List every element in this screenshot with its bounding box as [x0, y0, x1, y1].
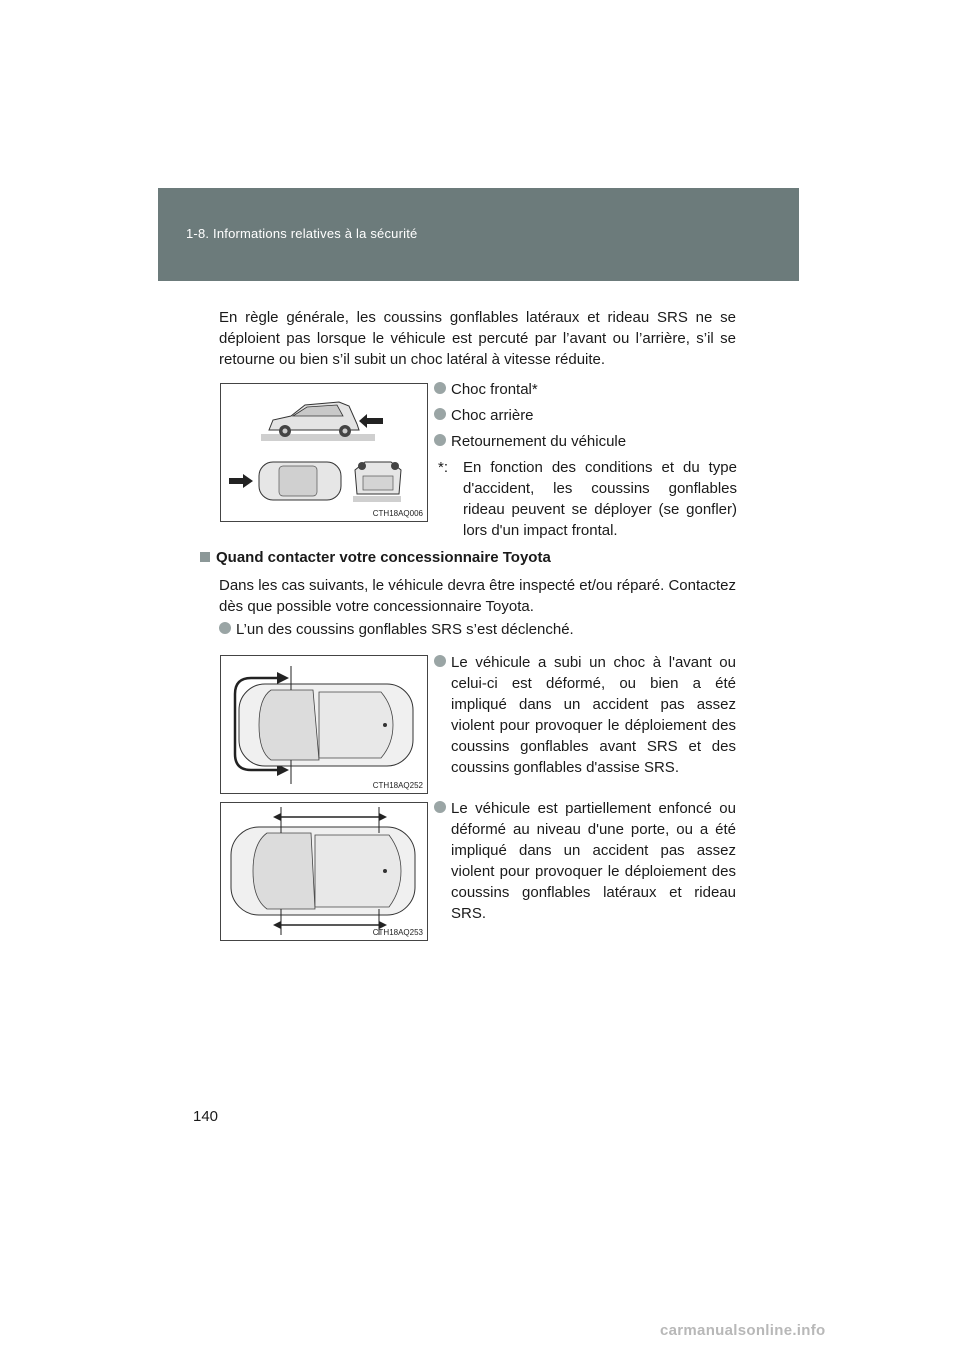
list-item-airbag-deployed: L’un des coussins gonflables SRS s’est déclenché.	[219, 619, 736, 640]
footnote-text: En fonction des conditions et du type d'accident, les coussins gonflables rideau peuvent se déployer (se gonfler) lors d'un impact frontal.	[463, 459, 737, 539]
bullet-icon	[434, 434, 446, 446]
bullet-icon	[434, 382, 446, 394]
watermark: carmanualsonline.info	[660, 1322, 826, 1339]
list-item-front-deformation: Le véhicule a subi un choc à l'avant ou celui-ci est déformé, ou bien a été impliqué dans un accident pas assez violent pour provoquer le déploiement des coussins gonflables avant SRS et des coussins gonflables d'assise SRS.	[434, 652, 736, 778]
figure-front-impact	[220, 655, 428, 794]
car-side-impact-illustration	[221, 803, 427, 940]
page-number: 140	[193, 1108, 219, 1125]
figure-code: CTH18AQ253	[372, 928, 423, 937]
bullet-icon	[434, 655, 446, 667]
figure-code: CTH18AQ252	[372, 781, 423, 790]
section-body: Dans les cas suivants, le véhicule devra être inspecté et/ou réparé. Contactez dès que possible votre concessionnaire Toyota.	[219, 577, 736, 615]
bullet-icon	[434, 801, 446, 813]
square-bullet-icon	[200, 552, 210, 562]
car-front-impact-illustration	[221, 656, 427, 793]
car-impact-illustration	[221, 384, 427, 521]
list-item-rollover: Retournement du véhicule	[434, 431, 734, 452]
bullet-icon	[434, 408, 446, 420]
section-heading: Quand contacter votre concessionnaire Toyota	[200, 549, 551, 566]
figure-code: CTH18AQ006	[372, 509, 423, 518]
bullet-icon	[219, 622, 231, 634]
section-title: 1-8. Informations relatives à la sécurité	[186, 226, 418, 241]
intro-paragraph: En règle générale, les coussins gonflables latéraux et rideau SRS ne se déploient pas lorsque le véhicule est percuté par l’avant ou l’arrière, s’il se retourne ou bien s’il subit un choc latéral à vitesse réduite.	[219, 309, 736, 368]
figure-side-impact	[220, 802, 428, 941]
list-item-side-deformation: Le véhicule est partiellement enfoncé ou déformé au niveau d'une porte, ou a été impliqué dans un accident pas assez violent pour provoquer le déploiement des coussins gonflables latéraux et rideau SRS.	[434, 798, 736, 924]
footnote	[438, 457, 737, 541]
footnote-marker: *:	[438, 459, 449, 476]
figure-impact-types	[220, 383, 428, 522]
list-item-frontal: Choc frontal*	[434, 379, 734, 400]
list-item-rear: Choc arrière	[434, 405, 734, 426]
